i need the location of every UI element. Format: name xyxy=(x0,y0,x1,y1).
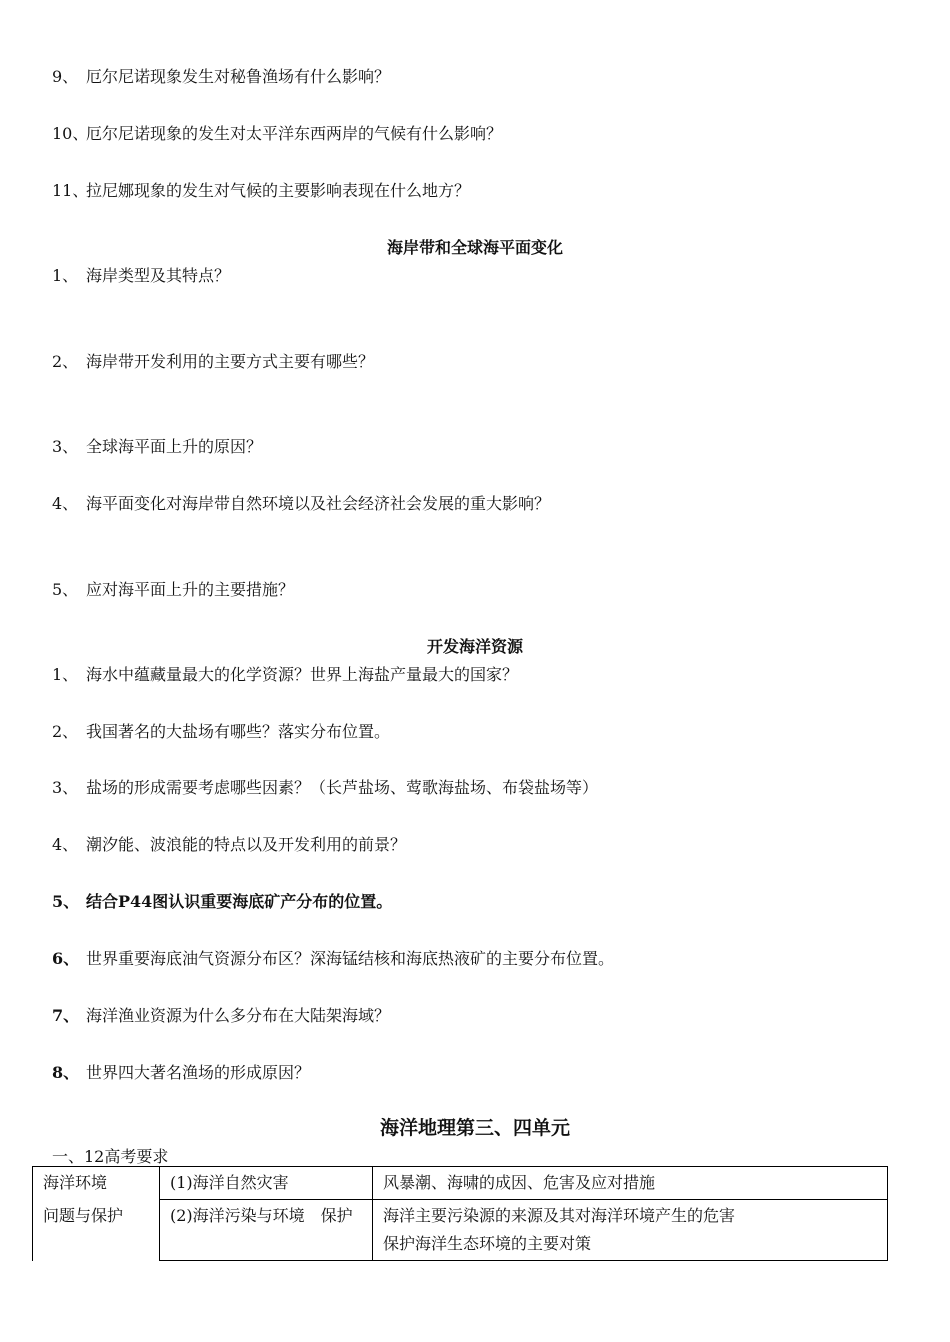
question-item xyxy=(52,434,262,457)
question-text: 海平面变化对海岸带自然环境以及社会经济社会发展的重大影响？ xyxy=(86,494,551,513)
unit-title: 海洋地理第三、四单元 xyxy=(379,1117,570,1139)
question-number: 3、 xyxy=(52,778,79,797)
question-item xyxy=(52,1060,310,1083)
question-text: 拉尼娜现象的发生对气候的主要影响表现在什么地方？ xyxy=(86,181,471,200)
table-row xyxy=(33,1200,888,1261)
detail-cell xyxy=(373,1167,888,1200)
question-text: 世界重要海底油气资源分布区？深海锰结核和海底热液矿的主要分布位置。 xyxy=(86,949,615,968)
question-text: 厄尔尼诺现象发生对秘鲁渔场有什么影响？ xyxy=(86,67,391,86)
question-item xyxy=(52,946,614,969)
table-row xyxy=(33,1167,888,1200)
question-number: 11、 xyxy=(52,181,89,200)
requirements-table xyxy=(32,1166,888,1261)
question-number: 2、 xyxy=(52,722,79,741)
question-item xyxy=(52,577,294,600)
question-text: 海岸类型及其特点？ xyxy=(86,266,231,285)
requirements-subtitle: 一、12高考要求 xyxy=(52,1147,169,1166)
question-number: 5、 xyxy=(52,892,80,911)
question-number: 9、 xyxy=(52,67,79,86)
question-item xyxy=(52,662,518,685)
question-item xyxy=(52,263,230,286)
question-text: 盐场的形成需要考虑哪些因素？（长芦盐场、莺歌海盐场、布袋盐场等） xyxy=(86,778,599,797)
detail-line: 保护海洋生态环境的主要对策 xyxy=(383,1234,592,1253)
section-heading: 海岸带和全球海平面变化 xyxy=(386,238,563,257)
question-number: 5、 xyxy=(52,580,79,599)
question-number: 2、 xyxy=(52,352,79,371)
question-text: 海水中蕴藏量最大的化学资源？世界上海盐产量最大的国家？ xyxy=(86,665,519,684)
detail-line: 海洋主要污染源的来源及其对海洋环境产生的危害 xyxy=(383,1206,736,1225)
question-number: 1、 xyxy=(52,665,79,684)
question-item xyxy=(52,64,390,87)
category-cell: 海洋环境 xyxy=(33,1167,160,1200)
question-text: 世界四大著名渔场的形成原因？ xyxy=(86,1063,311,1082)
question-item xyxy=(52,491,550,514)
question-item xyxy=(52,889,392,912)
section-heading: 开发海洋资源 xyxy=(426,637,523,656)
question-item xyxy=(52,832,406,855)
question-text: 潮汐能、波浪能的特点以及开发利用的前景？ xyxy=(86,835,407,854)
question-text: 结合P44图认识重要海底矿产分布的位置。 xyxy=(86,892,393,911)
topic-cell: (1)海洋自然灾害 xyxy=(160,1167,373,1200)
category-cell: 问题与保护 xyxy=(33,1200,160,1261)
question-item xyxy=(52,178,470,201)
question-text: 我国著名的大盐场有哪些？落实分布位置。 xyxy=(86,722,391,741)
question-number: 7、 xyxy=(52,1006,80,1025)
question-item xyxy=(52,775,598,798)
detail-cell xyxy=(373,1200,888,1261)
question-number: 1、 xyxy=(52,266,79,285)
question-item xyxy=(52,1003,390,1026)
question-item xyxy=(52,121,502,144)
question-number: 10、 xyxy=(52,124,89,143)
question-text: 应对海平面上升的主要措施？ xyxy=(86,580,295,599)
question-text: 海洋渔业资源为什么多分布在大陆架海域？ xyxy=(86,1006,391,1025)
detail-line: 风暴潮、海啸的成因、危害及应对措施 xyxy=(383,1173,656,1192)
question-number: 8、 xyxy=(52,1063,80,1082)
question-number: 4、 xyxy=(52,494,79,513)
question-item xyxy=(52,719,390,742)
question-text: 全球海平面上升的原因？ xyxy=(86,437,263,456)
question-text: 厄尔尼诺现象的发生对太平洋东西两岸的气候有什么影响？ xyxy=(86,124,503,143)
question-number: 4、 xyxy=(52,835,79,854)
question-number: 3、 xyxy=(52,437,79,456)
question-number: 6、 xyxy=(52,949,80,968)
topic-cell: (2)海洋污染与环境 保护 xyxy=(160,1200,373,1261)
question-item xyxy=(52,349,374,372)
question-text: 海岸带开发利用的主要方式主要有哪些？ xyxy=(86,352,375,371)
